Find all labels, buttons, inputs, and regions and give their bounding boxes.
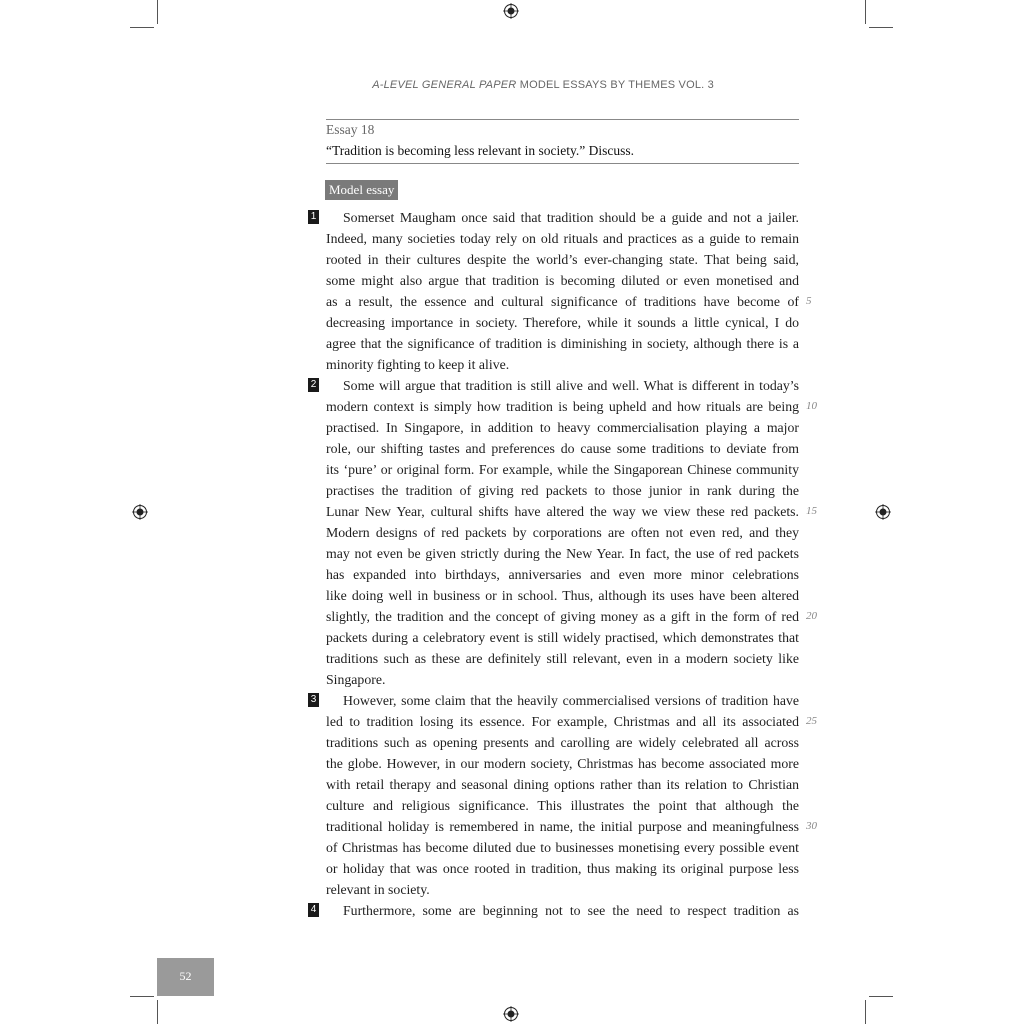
crop-mark (869, 996, 893, 997)
text-line: Modern designs of red packets by corporations are often not even red, and they (326, 525, 799, 540)
text-line: may not even be given strictly during the New Year. In fact, the use of red packets (326, 546, 799, 561)
paragraph-marker: 4 (308, 903, 319, 917)
series-title: MODEL ESSAYS BY THEMES VOL. 3 (519, 79, 714, 91)
text-line: traditional holiday is remembered in name, the initial purpose and meaningfulness (326, 819, 799, 834)
essay-question: “Tradition is becoming less relevant in society.” Discuss. (326, 143, 634, 158)
crop-mark (869, 27, 893, 28)
paragraph-marker: 2 (308, 378, 319, 392)
crop-mark (130, 996, 154, 997)
text-line: Singapore. (326, 672, 386, 687)
text-line: the globe. However, in our modern society, Christmas has become associated more (326, 756, 799, 771)
text-line: Furthermore, some are beginning not to see the need to respect tradition as (343, 903, 799, 918)
text-line: or holiday that was once rooted in tradition, thus making its original purpose less (326, 861, 799, 876)
crop-mark (130, 27, 154, 28)
crop-mark (865, 0, 866, 24)
text-line: minority fighting to keep it alive. (326, 357, 510, 372)
line-number: 30 (806, 820, 817, 832)
text-line: modern context is simply how tradition is being upheld and how rituals are being (326, 399, 799, 414)
paragraph-marker: 1 (308, 210, 319, 224)
series-title-italic: A-LEVEL GENERAL PAPER (372, 79, 517, 91)
text-line: Some will argue that tradition is still alive and well. What is different in today’s (343, 378, 799, 393)
text-line: Somerset Maugham once said that tradition should be a guide and not a jailer. (343, 210, 799, 225)
crop-mark (157, 1000, 158, 1024)
text-line: practises the tradition of giving red packets to those junior in rank during the (326, 483, 799, 498)
text-line: agree that the significance of tradition is diminishing in society, although there is a (326, 336, 799, 351)
text-line: with retail therapy and seasonal dining options rather than its relation to Christian (326, 777, 799, 792)
text-line: has expanded into birthdays, anniversaries and even more minor celebrations (326, 567, 799, 582)
text-line: its ‘pure’ or original form. For example, while the Singaporean Chinese community (326, 462, 799, 477)
section-label: Model essay (325, 180, 398, 200)
text-line: traditions such as these are definitely still relevant, even in a modern society like (326, 651, 799, 666)
registration-mark-icon (503, 3, 519, 19)
text-line: led to tradition losing its essence. For example, Christmas and all its associated (326, 714, 799, 729)
registration-mark-icon (132, 504, 148, 520)
text-line: culture and religious significance. This illustrates the point that although the (326, 798, 799, 813)
text-line: decreasing importance in society. Therefore, while it sounds a little cynical, I do (326, 315, 799, 330)
essay-body (326, 207, 799, 921)
registration-mark-icon (875, 504, 891, 520)
line-number: 15 (806, 505, 817, 517)
text-line: slightly, the tradition and the concept of giving money as a gift in the form of red (326, 609, 799, 624)
top-rule (326, 119, 799, 120)
text-line: practised. In Singapore, in addition to heavy commercialisation playing a major (326, 420, 799, 435)
text-line: like doing well in business or in school. Thus, although its uses have been altered (326, 588, 799, 603)
running-header (326, 79, 714, 91)
text-line: rooted in their cultures despite the world’s ever-changing state. That being said, (326, 252, 799, 267)
text-line: relevant in society. (326, 882, 430, 897)
text-line: as a result, the essence and cultural significance of traditions have become of (326, 294, 799, 309)
text-line: of Christmas has become diluted due to businesses monetising every possible event (326, 840, 799, 855)
line-number: 25 (806, 715, 817, 727)
text-line: traditions such as opening presents and carolling are widely celebrated all across (326, 735, 799, 750)
line-number: 5 (806, 295, 812, 307)
page-number: 52 (157, 958, 214, 996)
line-number: 10 (806, 400, 817, 412)
paragraph-marker: 3 (308, 693, 319, 707)
text-line: Lunar New Year, cultural shifts have altered the way we view these red packets. (326, 504, 799, 519)
crop-mark (157, 0, 158, 24)
text-line: However, some claim that the heavily commercialised versions of tradition have (343, 693, 799, 708)
text-line: packets during a celebratory event is still widely practised, which demonstrates that (326, 630, 799, 645)
text-line: Indeed, many societies today rely on old rituals and practices as a guide to remain (326, 231, 799, 246)
registration-mark-icon (503, 1006, 519, 1022)
bottom-rule (326, 163, 799, 164)
text-line: some might also argue that tradition is becoming diluted or even monetised and (326, 273, 799, 288)
crop-mark (865, 1000, 866, 1024)
essay-number: Essay 18 (326, 122, 375, 137)
text-line: role, our shifting tastes and preferences do cause some traditions to deviate from (326, 441, 799, 456)
line-number: 20 (806, 610, 817, 622)
